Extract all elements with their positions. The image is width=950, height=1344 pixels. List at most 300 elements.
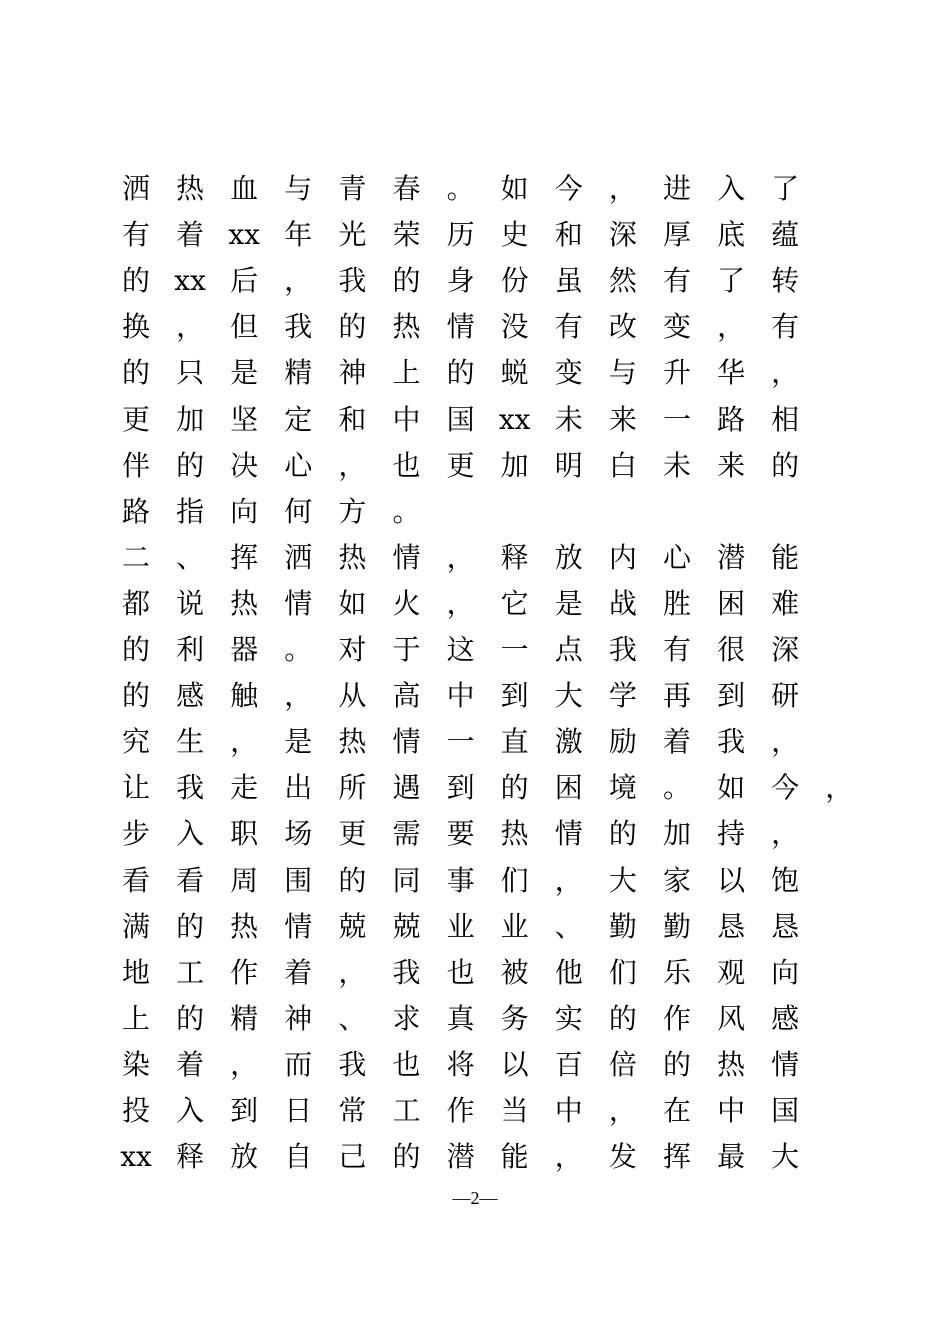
text-char: ，	[608, 1094, 637, 1127]
text-char: 火	[392, 586, 421, 620]
text-char: 于	[392, 633, 421, 666]
text-char: 它	[500, 586, 529, 620]
text-line	[0, 350, 950, 396]
text-char: 洒	[121, 172, 150, 205]
text-char: 到	[230, 1094, 259, 1127]
text-char: ，	[284, 679, 313, 713]
text-char: 感	[771, 1001, 800, 1035]
text-char: 自	[284, 1140, 313, 1174]
text-char: 份	[500, 264, 529, 298]
text-line	[0, 627, 950, 673]
text-char: 乐	[662, 955, 691, 989]
text-char: 究	[121, 725, 150, 759]
text-char: 荣	[392, 218, 421, 252]
text-char: 春	[392, 172, 421, 205]
text-char: 向	[230, 494, 259, 528]
text-char: ，	[608, 172, 637, 205]
text-char: 。	[446, 172, 475, 205]
text-char: 今	[771, 771, 800, 805]
text-char: 、	[554, 909, 583, 943]
text-char: 器	[230, 633, 259, 666]
text-char: 风	[717, 1001, 746, 1035]
text-char: 转	[771, 264, 800, 298]
text-char: 情	[284, 909, 313, 943]
text-char: 的	[500, 771, 529, 805]
text-char: 己	[338, 1140, 367, 1174]
text-char: ，	[176, 310, 205, 344]
text-char: 升	[662, 356, 691, 390]
text-char: 虽	[554, 264, 583, 298]
text-char: 心	[662, 540, 691, 574]
text-char: ，	[717, 310, 746, 344]
text-char: 再	[662, 679, 691, 713]
text-char: 。	[392, 494, 421, 528]
text-line	[0, 489, 950, 535]
text-char: ，	[230, 725, 259, 759]
text-char: ，	[825, 771, 854, 805]
text-line	[0, 166, 950, 212]
text-char: 常	[338, 1094, 367, 1127]
text-char: 这	[446, 633, 475, 666]
text-char: ，	[446, 586, 475, 620]
text-line	[0, 904, 950, 950]
text-char: 真	[446, 1001, 475, 1035]
text-char: 决	[230, 448, 259, 482]
text-char: 工	[176, 955, 205, 989]
text-char: 更	[121, 402, 150, 436]
text-char: 加	[176, 402, 205, 436]
text-char: 二	[121, 540, 150, 574]
text-char: ，	[230, 1047, 259, 1081]
text-char: 与	[608, 356, 637, 390]
text-char: 有	[554, 310, 583, 344]
text-char: 更	[338, 817, 367, 851]
text-char: 满	[121, 909, 150, 943]
text-char: 他	[554, 955, 583, 989]
text-char: 、	[338, 1001, 367, 1035]
text-char: 中	[717, 1094, 746, 1127]
text-char: 我	[392, 955, 421, 989]
text-char: 到	[717, 679, 746, 713]
text-char: 。	[284, 633, 313, 666]
text-char: 着	[662, 725, 691, 759]
text-char: 的	[338, 863, 367, 897]
text-char: 日	[284, 1094, 313, 1127]
text-char: 务	[500, 1001, 529, 1035]
text-char: 蜕	[500, 356, 529, 390]
text-line	[0, 811, 950, 857]
text-char: 利	[176, 633, 205, 666]
text-char: 相	[771, 402, 800, 436]
text-char: 也	[392, 1047, 421, 1081]
page-number: —2—	[452, 1188, 498, 1208]
text-char: 的	[121, 356, 150, 390]
text-char: 家	[662, 863, 691, 897]
text-char: 到	[500, 679, 529, 713]
text-char: 的	[771, 448, 800, 482]
text-char: 到	[446, 771, 475, 805]
text-char: 生	[176, 725, 205, 759]
text-char: 神	[338, 356, 367, 390]
text-char: 热	[338, 725, 367, 759]
text-char: 变	[662, 310, 691, 344]
text-char: 蕴	[771, 218, 800, 252]
text-char: 心	[284, 448, 313, 482]
text-char: 胜	[662, 586, 691, 620]
text-char: 的	[608, 817, 637, 851]
text-char: ，	[284, 264, 313, 298]
text-char: 挥	[662, 1140, 691, 1174]
text-char: 高	[392, 679, 421, 713]
text-char: 场	[284, 817, 313, 851]
text-char: 倍	[608, 1047, 637, 1081]
text-char: 深	[771, 633, 800, 666]
text-char: ，	[771, 356, 800, 390]
text-char: 看	[121, 863, 150, 897]
text-line	[0, 1134, 950, 1180]
text-char: 内	[608, 540, 637, 574]
text-char: 厚	[662, 218, 691, 252]
text-char: ，	[338, 448, 367, 482]
text-char: 中	[554, 1094, 583, 1127]
text-char: 方	[338, 494, 367, 528]
text-char: 我	[338, 1047, 367, 1081]
text-char: 情	[392, 725, 421, 759]
text-char: 我	[284, 310, 313, 344]
text-char: 精	[230, 1001, 259, 1035]
text-char: ，	[446, 540, 475, 574]
text-char: 有	[121, 218, 150, 252]
text-char: 只	[176, 356, 205, 390]
text-char: 加	[500, 448, 529, 482]
text-char: 情	[446, 310, 475, 344]
text-char: 更	[446, 448, 475, 482]
text-char: 是	[554, 586, 583, 620]
text-line	[0, 304, 950, 350]
text-char: ，	[554, 863, 583, 897]
text-char: 的	[176, 1001, 205, 1035]
text-char: 的	[338, 310, 367, 344]
text-char: 变	[554, 356, 583, 390]
text-char: 路	[717, 402, 746, 436]
text-char: 的	[121, 264, 150, 298]
text-char: 饱	[771, 863, 800, 897]
text-line	[0, 673, 950, 719]
text-line	[0, 1042, 950, 1088]
text-char: 明	[554, 448, 583, 482]
text-char: 同	[392, 863, 421, 897]
text-char: 是	[284, 725, 313, 759]
text-char: 大	[608, 863, 637, 897]
text-char: 历	[446, 218, 475, 252]
text-char: 今	[554, 172, 583, 205]
text-char: 投	[121, 1094, 150, 1127]
text-char: ，	[338, 955, 367, 989]
text-char: 着	[176, 1047, 205, 1081]
text-line	[0, 719, 950, 765]
text-char: 释	[176, 1140, 205, 1174]
text-char: 我	[338, 264, 367, 298]
text-char: 作	[662, 1001, 691, 1035]
text-char: 困	[717, 586, 746, 620]
text-char: 要	[446, 817, 475, 851]
text-char: 的	[392, 1140, 421, 1174]
text-char: 深	[608, 218, 637, 252]
text-char: 以	[717, 863, 746, 897]
text-char: 战	[608, 586, 637, 620]
text-char: 指	[176, 494, 205, 528]
text-char: 热	[230, 909, 259, 943]
text-char: xx	[228, 218, 260, 252]
text-char: 中	[446, 679, 475, 713]
text-char: 没	[500, 310, 529, 344]
text-char: 地	[121, 955, 150, 989]
text-char: 然	[608, 264, 637, 298]
text-char: 热	[500, 817, 529, 851]
text-line	[0, 950, 950, 996]
text-char: 观	[717, 955, 746, 989]
text-char: 潜	[446, 1140, 475, 1174]
text-char: 热	[230, 586, 259, 620]
text-line	[0, 996, 950, 1042]
text-char: 挥	[230, 540, 259, 574]
text-char: 们	[608, 955, 637, 989]
text-char: 直	[500, 725, 529, 759]
text-char: 发	[608, 1140, 637, 1174]
text-char: 勤	[608, 909, 637, 943]
text-char: 路	[121, 494, 150, 528]
text-char: 在	[662, 1094, 691, 1127]
text-char: 改	[608, 310, 637, 344]
text-char: 百	[554, 1047, 583, 1081]
text-char: 情	[392, 540, 421, 574]
text-char: 对	[338, 633, 367, 666]
text-char: 工	[392, 1094, 421, 1127]
text-char: 所	[338, 771, 367, 805]
text-char: 我	[176, 771, 205, 805]
text-char: 身	[446, 264, 475, 298]
text-char: 何	[284, 494, 313, 528]
text-char: 血	[230, 172, 259, 205]
text-char: 但	[230, 310, 259, 344]
text-char: 励	[608, 725, 637, 759]
text-char: 兢	[392, 909, 421, 943]
text-char: 底	[717, 218, 746, 252]
text-char: 潜	[717, 540, 746, 574]
text-char: 后	[230, 264, 259, 298]
text-char: 释	[500, 540, 529, 574]
text-char: 的	[662, 1047, 691, 1081]
text-char: 持	[717, 817, 746, 851]
text-char: 被	[500, 955, 529, 989]
text-char: 着	[284, 955, 313, 989]
text-char: 放	[230, 1140, 259, 1174]
text-char: 以	[500, 1047, 529, 1081]
text-char: 难	[771, 586, 800, 620]
text-char: 的	[121, 633, 150, 666]
text-char: 一	[500, 633, 529, 666]
text-char: 华	[717, 356, 746, 390]
text-char: 能	[500, 1140, 529, 1174]
text-char: 激	[554, 725, 583, 759]
text-char: 来	[608, 402, 637, 436]
text-char: 出	[284, 771, 313, 805]
text-char: 未	[554, 402, 583, 436]
text-char: 也	[446, 955, 475, 989]
text-char: 青	[338, 172, 367, 205]
text-char: 向	[771, 955, 800, 989]
text-char: 的	[608, 1001, 637, 1035]
text-char: 有	[662, 264, 691, 298]
text-char: 一	[446, 725, 475, 759]
text-char: 学	[608, 679, 637, 713]
text-char: 职	[230, 817, 259, 851]
text-char: 放	[554, 540, 583, 574]
text-char: 。	[662, 771, 691, 805]
text-char: 入	[176, 817, 205, 851]
text-char: 和	[554, 218, 583, 252]
text-char: 热	[392, 310, 421, 344]
text-char: 境	[608, 771, 637, 805]
text-char: 未	[662, 448, 691, 482]
text-char: 定	[284, 402, 313, 436]
text-char: 步	[121, 817, 150, 851]
text-line	[0, 258, 950, 304]
text-char: 点	[554, 633, 583, 666]
text-char: 热	[338, 540, 367, 574]
text-char: 勤	[662, 909, 691, 943]
text-char: ，	[771, 817, 800, 851]
text-line	[0, 443, 950, 489]
text-char: 走	[230, 771, 259, 805]
text-line	[0, 212, 950, 258]
text-char: 周	[230, 863, 259, 897]
text-char: 实	[554, 1001, 583, 1035]
text-char: 有	[662, 633, 691, 666]
text-line	[0, 858, 950, 904]
text-char: 最	[717, 1140, 746, 1174]
text-line	[0, 535, 950, 581]
text-char: 来	[717, 448, 746, 482]
text-char: 情	[771, 1047, 800, 1081]
text-char: 国	[446, 402, 475, 436]
text-char: 白	[608, 448, 637, 482]
text-char: 有	[771, 310, 800, 344]
text-char: 当	[500, 1094, 529, 1127]
text-char: 而	[284, 1047, 313, 1081]
text-char: 热	[717, 1047, 746, 1081]
text-line	[0, 397, 950, 443]
text-char: xx	[120, 1140, 152, 1174]
text-char: 遇	[392, 771, 421, 805]
text-char: 一	[662, 402, 691, 436]
text-char: 困	[554, 771, 583, 805]
text-char: 和	[338, 402, 367, 436]
text-char: 精	[284, 356, 313, 390]
text-char: 求	[392, 1001, 421, 1035]
text-char: 情	[554, 817, 583, 851]
text-char: 加	[662, 817, 691, 851]
text-char: 情	[284, 586, 313, 620]
text-line	[0, 581, 950, 627]
text-char: 作	[230, 955, 259, 989]
text-char: 恳	[717, 909, 746, 943]
text-char: 触	[230, 679, 259, 713]
text-char: 进	[662, 172, 691, 205]
text-char: 了	[717, 264, 746, 298]
text-char: 的	[176, 448, 205, 482]
text-char: 将	[446, 1047, 475, 1081]
text-char: 是	[230, 356, 259, 390]
text-char: 让	[121, 771, 150, 805]
text-char: 的	[121, 679, 150, 713]
text-char: 事	[446, 863, 475, 897]
text-char: 业	[500, 909, 529, 943]
text-char: 作	[446, 1094, 475, 1127]
text-char: 们	[500, 863, 529, 897]
text-char: 研	[771, 679, 800, 713]
text-char: ，	[554, 1140, 583, 1174]
text-char: 如	[500, 172, 529, 205]
text-char: 、	[176, 540, 205, 574]
text-char: 恳	[771, 909, 800, 943]
text-char: 与	[284, 172, 313, 205]
text-line	[0, 765, 950, 811]
text-char: 能	[771, 540, 800, 574]
text-char: 着	[176, 218, 205, 252]
text-char: 史	[500, 218, 529, 252]
text-char: 看	[176, 863, 205, 897]
text-char: 热	[176, 172, 205, 205]
text-char: 如	[338, 586, 367, 620]
text-char: 了	[771, 172, 800, 205]
text-char: 感	[176, 679, 205, 713]
text-char: 需	[392, 817, 421, 851]
text-char: 的	[176, 909, 205, 943]
text-char: 围	[284, 863, 313, 897]
text-char: 入	[176, 1094, 205, 1127]
text-char: 神	[284, 1001, 313, 1035]
text-char: 伴	[121, 448, 150, 482]
text-char: 大	[554, 679, 583, 713]
text-char: 上	[392, 356, 421, 390]
text-char: ，	[771, 725, 800, 759]
text-char: 也	[392, 448, 421, 482]
text-char: 都	[121, 586, 150, 620]
text-line	[0, 1088, 950, 1134]
text-char: 入	[717, 172, 746, 205]
text-char: 洒	[284, 540, 313, 574]
text-char: 坚	[230, 402, 259, 436]
text-char: 如	[717, 771, 746, 805]
text-char: 光	[338, 218, 367, 252]
text-char: 从	[338, 679, 367, 713]
text-char: 很	[717, 633, 746, 666]
text-char: 说	[176, 586, 205, 620]
text-char: 我	[608, 633, 637, 666]
text-char: xx	[498, 402, 531, 436]
text-char: 的	[392, 264, 421, 298]
text-char: 中	[392, 402, 421, 436]
text-char: 业	[446, 909, 475, 943]
text-char: 染	[121, 1047, 150, 1081]
text-char: 换	[121, 310, 150, 344]
text-char: xx	[174, 264, 206, 298]
text-char: 我	[717, 725, 746, 759]
text-char: 大	[771, 1140, 800, 1174]
text-char: 的	[446, 356, 475, 390]
text-char: 兢	[338, 909, 367, 943]
